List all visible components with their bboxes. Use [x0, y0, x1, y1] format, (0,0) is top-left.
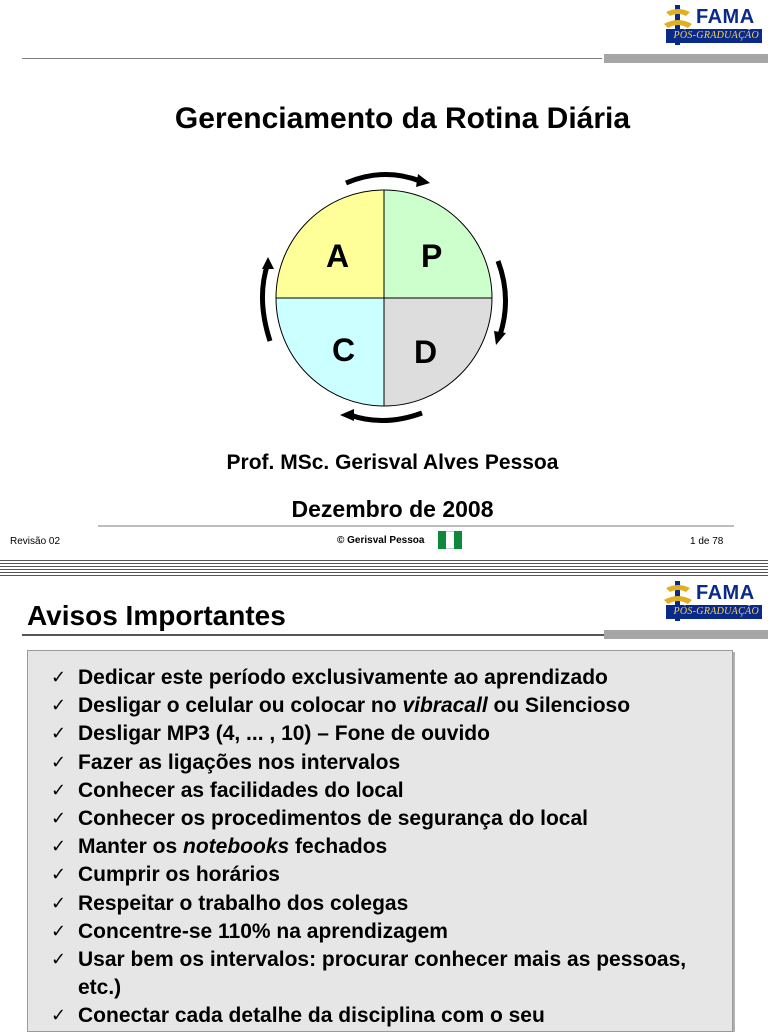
notice-item: [51, 918, 731, 946]
notice-item-emphasis: notebooks: [183, 835, 290, 859]
notice-item-text: Conectar cada detalhe da disciplina com o seu: [78, 1004, 545, 1028]
notice-item: [51, 664, 731, 692]
pdca-cycle-diagram: [250, 165, 520, 430]
notice-item: [51, 805, 731, 833]
notice-item-text: Cumprir os horários: [78, 863, 280, 887]
notice-item-emphasis: vibracall: [402, 694, 488, 718]
notice-list: [51, 664, 731, 1031]
logo-brand: FAMA: [696, 6, 755, 28]
checkmark-icon: ✓: [51, 667, 67, 688]
notice-item-text: Desligar o celular ou colocar no: [78, 694, 403, 718]
checkmark-icon: ✓: [51, 892, 67, 914]
notice-item-text: Fazer as ligações nos intervalos: [78, 750, 401, 774]
footer-page: 1 de 78: [690, 536, 724, 547]
notice-item-text-end: ou Silencioso: [487, 694, 631, 718]
header-rule: [22, 58, 602, 59]
notice-item-text: Desligar MP3 (4, ... , 10) – Fone de ouvido: [78, 722, 490, 746]
footer-rule: [98, 525, 734, 527]
checkmark-icon: ✓: [51, 864, 67, 886]
notice-item: [51, 833, 731, 861]
pdca-label-d: D: [414, 334, 438, 370]
author: Prof. MSc. Gerisval Alves Pessoa: [226, 451, 559, 474]
checkmark-icon: ✓: [51, 751, 67, 773]
logo-brand: FAMA: [696, 582, 755, 604]
pdca-label-a: A: [326, 238, 350, 274]
footer-copyright: © Gerisval Pessoa: [337, 535, 425, 546]
pdca-label-p: P: [421, 238, 443, 274]
notice-item-text: Conhecer as facilidades do local: [78, 778, 404, 802]
notice-item: [51, 692, 731, 720]
slide-title: Gerenciamento da Rotina Diária: [174, 102, 631, 135]
checkmark-icon: ✓: [51, 920, 67, 942]
slide-2-title: Avisos Importantes: [27, 600, 286, 631]
fama-logo: [656, 4, 766, 50]
date: Dezembro de 2008: [291, 496, 494, 522]
checkmark-icon: ✓: [51, 779, 67, 801]
fama-logo-2: [656, 580, 766, 626]
checkmark-icon: ✓: [51, 808, 67, 830]
arrow-left: [262, 263, 270, 341]
logo-subtitle: PÓS-GRADUAÇÃO: [666, 605, 762, 619]
notice-item: [51, 749, 731, 777]
notice-item-text: Concentre-se 110% na aprendizagem: [78, 919, 448, 943]
pdca-quadrant-d: [384, 298, 498, 411]
slide-separator: [0, 560, 768, 577]
footer-revision: Revisão 02: [10, 536, 61, 547]
flag-icon: [438, 531, 462, 549]
notice-item: [51, 946, 731, 1002]
checkmark-icon: ✓: [51, 836, 67, 858]
notice-item-text: Respeitar o trabalho dos colegas: [78, 891, 409, 915]
checkmark-icon: ✓: [51, 723, 67, 745]
notice-item-text: Manter os: [78, 835, 184, 859]
notice-item: [51, 890, 731, 918]
title-rule: [22, 634, 604, 636]
notice-item-text: Usar bem os intervalos: procurar conhecer mais as pessoas, etc.): [78, 948, 687, 1000]
title-rule-thick: [604, 630, 768, 639]
notice-item-text: Dedicar este período exclusivamente ao aprendizado: [78, 666, 608, 689]
arrow-top: [346, 174, 420, 183]
notice-item: [51, 861, 731, 889]
notice-item-text-end: fechados: [289, 835, 388, 859]
notice-item: [51, 1002, 731, 1030]
header-rule-thick: [604, 54, 768, 63]
notice-item: [51, 777, 731, 805]
pdca-quadrant-c: [270, 298, 384, 411]
arrow-right: [498, 261, 506, 335]
checkmark-icon: ✓: [51, 949, 67, 971]
pdca-label-c: C: [332, 332, 356, 368]
checkmark-icon: ✓: [51, 1005, 67, 1027]
notice-item-text: Conhecer os procedimentos de segurança do local: [78, 807, 588, 831]
arrow-bottom: [350, 413, 422, 421]
notice-item: [51, 720, 731, 748]
logo-subtitle: PÓS-GRADUAÇÃO: [666, 29, 762, 43]
checkmark-icon: ✓: [51, 695, 67, 717]
